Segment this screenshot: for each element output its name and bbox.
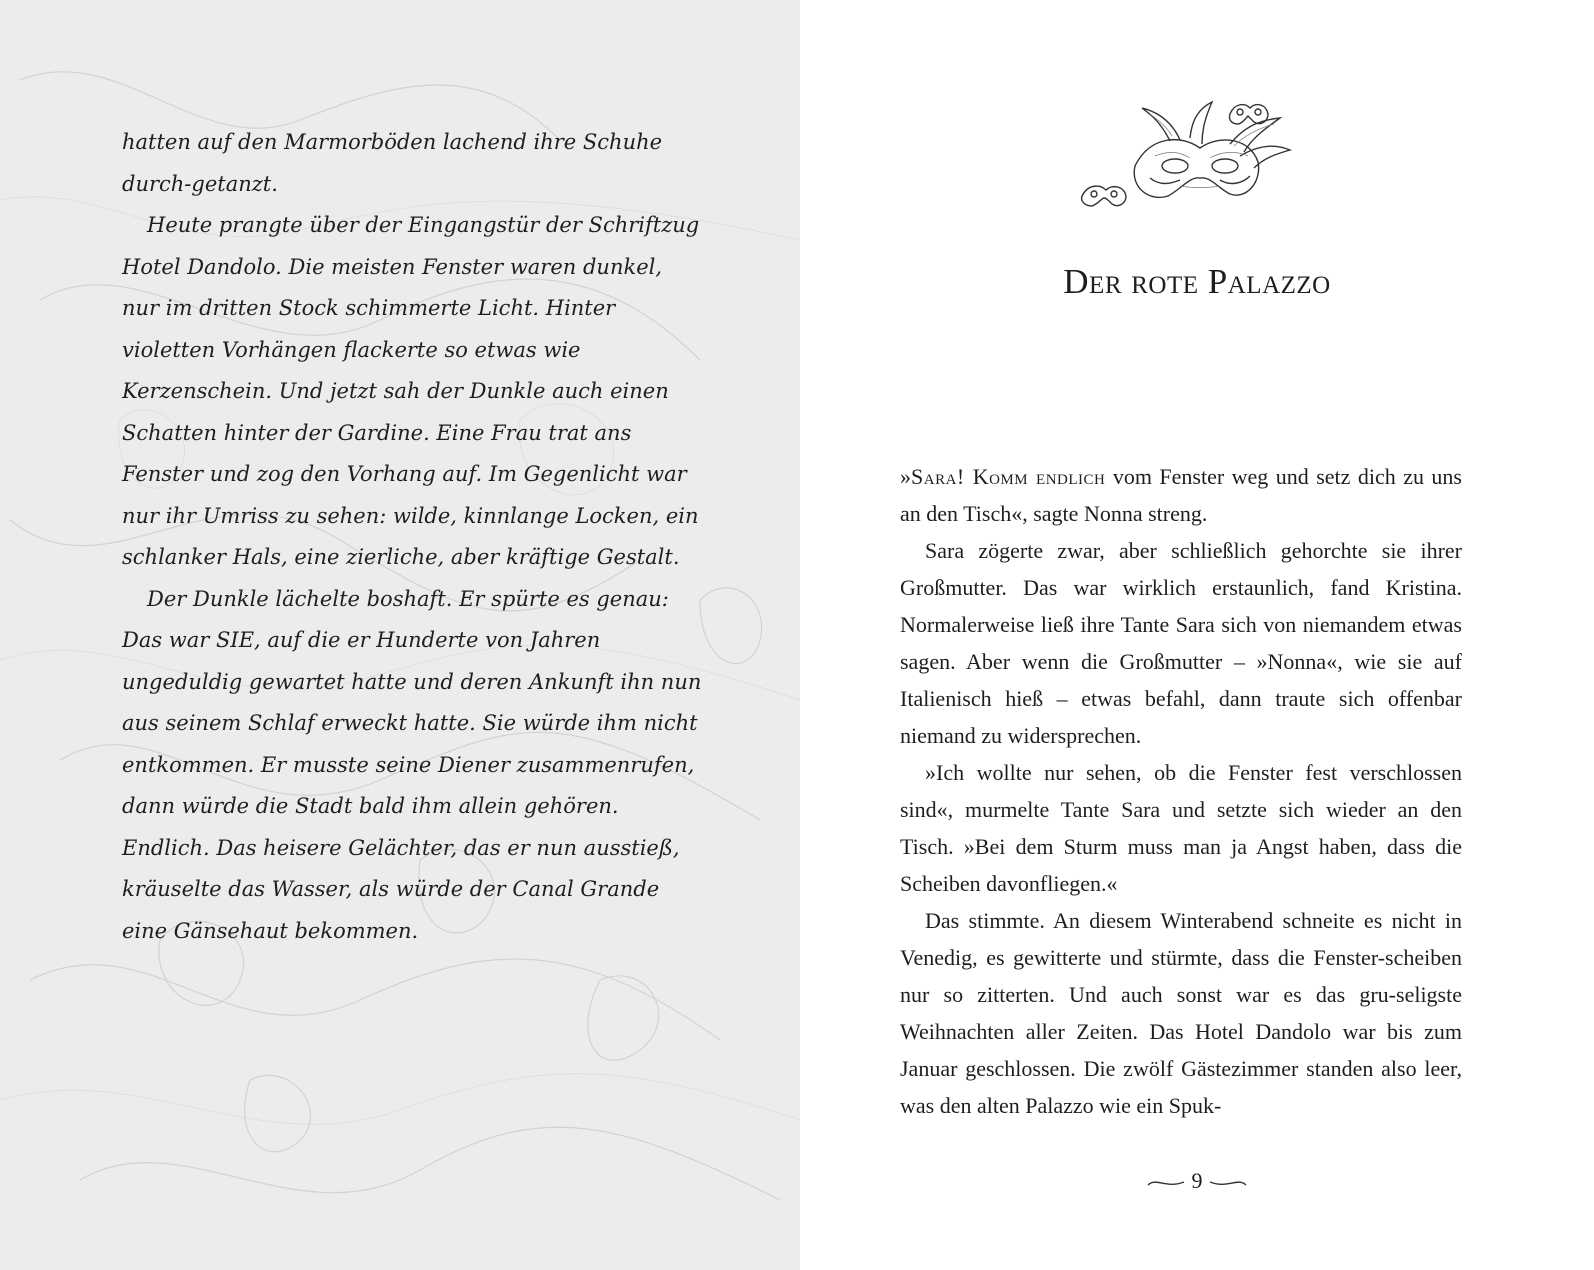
right-paragraph-2: Sara zögerte zwar, aber schließlich gehorchte sie ihrer Großmutter. Das war wirklich erstaunlich, fand Kristina. Normalerweise ließ ihre Tante Sara sich von niemandem etwas sagen. Aber wenn die Großmutter – »Nonna«, wie sie auf Italienisch hieß – etwas befahl, dann traute sich offenbar niemand zu widersprechen. <box>900 538 1462 748</box>
chapter-title: Der rote Palazzo <box>1063 262 1331 301</box>
opening-smallcaps: Sara! Komm endlich <box>911 464 1106 489</box>
right-page-text <box>900 458 1462 1124</box>
right-paragraph-3: »Ich wollte nur sehen, ob die Fenster fest verschlossen sind«, murmelte Tante Sara und setzte sich wieder an den Tisch. »Bei dem Sturm muss man ja Angst haben, dass die Scheiben davonfliegen.« <box>900 760 1462 896</box>
opening-quote: » <box>900 464 911 489</box>
carnival-mask-icon <box>1080 96 1300 226</box>
left-paragraph-1: hatten auf den Marmorböden lachend ihre Schuhe durch-getanzt. <box>122 130 663 196</box>
left-paragraph-2: Heute prangte über der Eingangstür der Schriftzug Hotel Dandolo. Die meisten Fenster waren dunkel, nur im dritten Stock schimmerte Licht. Hinter violetten Vorhängen flackerte so etwas wie Kerzenschein. Und jetzt sah der Dunkle auch einen Schatten hinter der Gardine. Eine Frau trat ans Fenster und zog den Vorhang auf. Im Gegenlicht war nur ihr Umriss zu sehen: wilde, kinnlange Locken, ein schlanker Hals, eine zierliche, aber kräftige Gestalt. <box>122 213 700 569</box>
right-paragraph-4: Das stimmte. An diesem Winterabend schneite es nicht in Venedig, es gewitterte und stürmte, dass die Fenster-scheiben nur so zitterten. Und auch sonst war es das gru-seligste Weihnachten aller Zeiten. Das Hotel Dandolo war bis zum Januar geschlossen. Die zwölf Gästezimmer standen also leer, was den alten Palazzo wie ein Spuk- <box>900 908 1462 1118</box>
opening-rest: vom Fenster weg und setz dich zu uns an den Tisch«, sagte Nonna streng. <box>900 464 1462 526</box>
swash-left-icon <box>1146 1177 1186 1189</box>
left-page-text <box>122 122 702 952</box>
page-footer <box>800 1168 1594 1194</box>
right-page <box>800 0 1594 1270</box>
page-number: 9 <box>1191 1168 1203 1193</box>
swash-right-icon <box>1208 1177 1248 1189</box>
right-paragraph-1 <box>900 458 1462 532</box>
left-paragraph-3: Der Dunkle lächelte boshaft. Er spürte es genau: Das war SIE, auf die er Hunderte von Jahren ungeduldig gewartet hatte und deren Ankunft ihn nun aus seinem Schlaf erweckt hatte. Sie würde ihm nicht entkommen. Er musste seine Diener zusammenrufen, dann würde die Stadt bald ihm allein gehören. Endlich. Das heisere Gelächter, das er nun ausstieß, kräuselte das Wasser, als würde der Canal Grande eine Gänsehaut bekommen. <box>122 586 702 943</box>
